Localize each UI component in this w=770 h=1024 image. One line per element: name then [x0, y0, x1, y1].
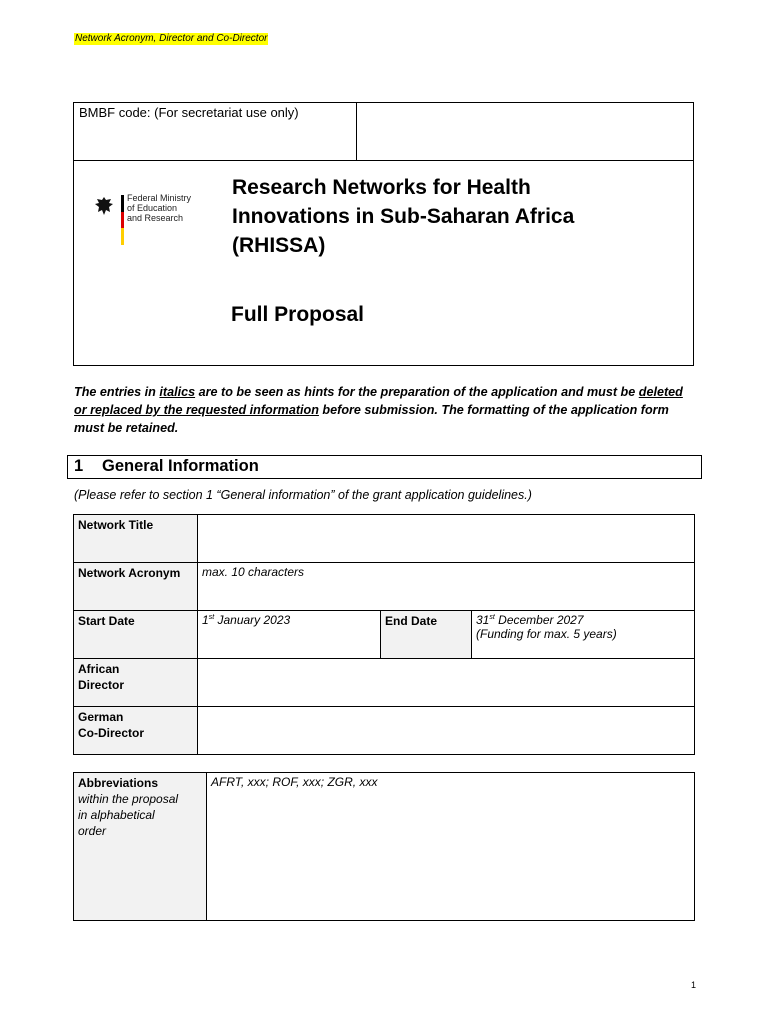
bmbf-code-cell: BMBF code: (For secretariat use only) [74, 103, 357, 161]
table-row [74, 659, 695, 707]
document-title [232, 173, 672, 260]
table-row [74, 707, 695, 755]
instructions-hint [74, 383, 694, 437]
section-refer-note: (Please refer to section 1 “General information” of the grant application guidelines.) [74, 488, 532, 502]
bmbf-logo [92, 191, 216, 253]
end-date-rest: December 2027 [494, 613, 584, 627]
network-title-field[interactable] [198, 515, 695, 563]
eagle-icon [94, 195, 114, 217]
abbreviations-field[interactable]: AFRT, xxx; ROF, xxx; ZGR, xxx [207, 773, 695, 921]
logo-text-line: and Research [127, 213, 184, 223]
table-row [74, 611, 695, 659]
header-note: Network Acronym, Director and Co-Director [75, 33, 268, 44]
general-info-table [73, 514, 695, 755]
german-codirector-field[interactable] [198, 707, 695, 755]
table-row [74, 773, 695, 921]
abbreviations-label [74, 773, 207, 921]
hint-italics-word: italics [159, 385, 196, 399]
end-date-suffix: st [489, 614, 495, 621]
german-flag-stripe [121, 195, 124, 245]
african-director-label [74, 659, 198, 707]
table-row [74, 563, 695, 611]
title-line: Research Networks for Health [232, 176, 531, 199]
label-line: Co-Director [78, 726, 145, 740]
abbreviations-label-bold: Abbreviations [78, 776, 159, 790]
end-date-field[interactable] [472, 611, 695, 659]
title-line: (RHISSA) [232, 234, 326, 257]
title-line: Innovations in Sub-Saharan Africa [232, 205, 575, 228]
page-number: 1 [691, 980, 697, 990]
network-title-label: Network Title [74, 515, 198, 563]
label-line: Director [78, 678, 125, 692]
abbreviations-label-line: in alphabetical [78, 808, 155, 822]
end-date-day: 31 [476, 613, 490, 627]
abbreviations-label-line: order [78, 824, 107, 838]
document-subtitle: Full Proposal [231, 303, 365, 326]
section-heading [67, 455, 702, 479]
logo-text [127, 193, 191, 223]
african-director-field[interactable] [198, 659, 695, 707]
end-date-label: End Date [381, 611, 472, 659]
hint-text: before submission. The formatting of the application form must be retained. [74, 403, 669, 435]
start-date-rest: January 2023 [214, 613, 291, 627]
logo-text-line: Federal Ministry [127, 193, 192, 203]
section-number: 1 [74, 457, 84, 475]
section-title: General Information [102, 457, 259, 475]
table-row [74, 515, 695, 563]
label-line: German [78, 710, 124, 724]
hint-underlined: deleted or replaced by the requested information [74, 385, 683, 417]
hint-text: The entries in [74, 385, 160, 399]
end-date-note: (Funding for max. 5 years) [476, 627, 617, 641]
network-acronym-label: Network Acronym [74, 563, 198, 611]
start-date-suffix: st [208, 614, 215, 621]
start-date-day: 1 [202, 613, 209, 627]
cover-box [73, 102, 694, 366]
label-line: African [78, 662, 120, 676]
network-acronym-field[interactable]: max. 10 characters [198, 563, 695, 611]
logo-text-line: of Education [127, 203, 178, 213]
abbreviations-table [73, 772, 695, 921]
abbreviations-label-line: within the proposal [78, 792, 179, 806]
german-codirector-label [74, 707, 198, 755]
start-date-field[interactable] [198, 611, 381, 659]
start-date-label: Start Date [74, 611, 198, 659]
bmbf-code-input-cell[interactable] [357, 103, 693, 161]
hint-text: are to be seen as hints for the preparation of the application and must be [195, 385, 639, 399]
